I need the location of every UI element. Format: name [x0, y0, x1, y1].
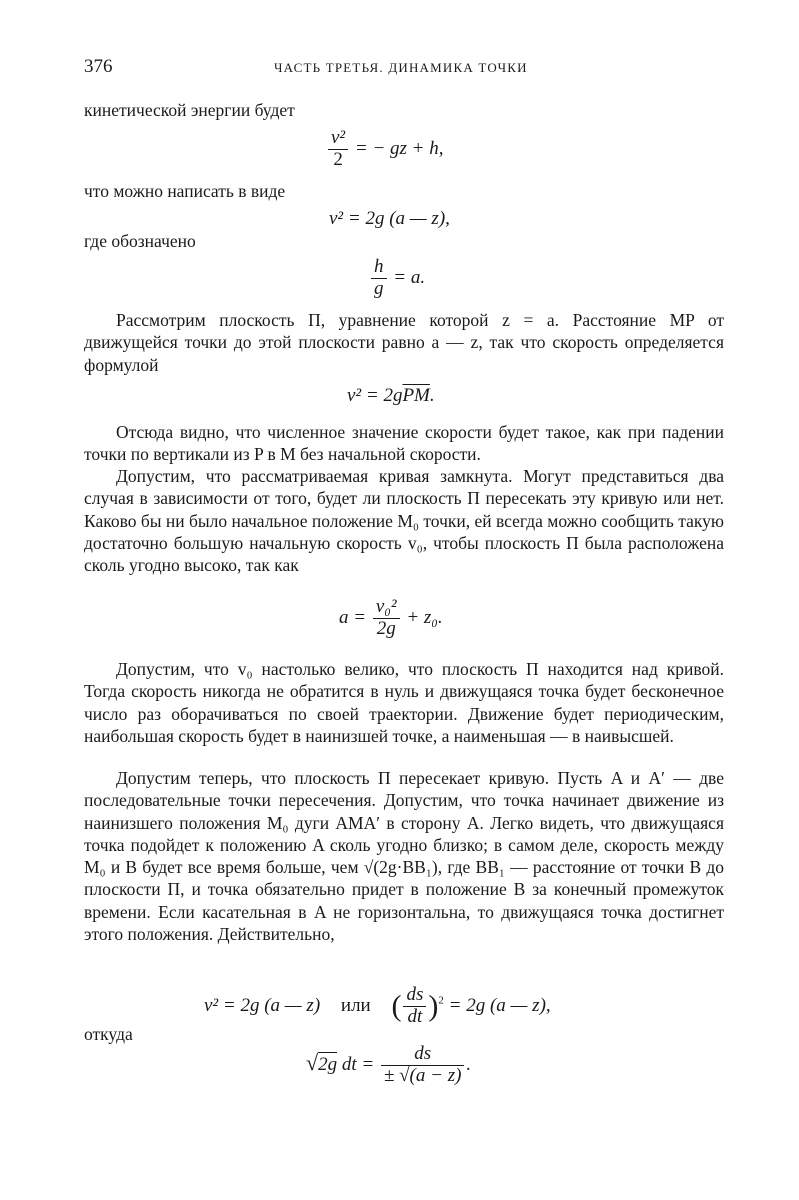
- text-line-can-write: что можно написать в виде: [84, 181, 286, 201]
- fraction-denominator: 2: [333, 148, 343, 170]
- equation-rhs: = a.: [393, 266, 426, 288]
- fraction-numerator: ds: [381, 1044, 464, 1066]
- word-or: или: [340, 994, 371, 1016]
- paragraph-free-fall: Отсюда видно, что численное значение скорости будет такое, как при падении точки по вертикали из P в M без начальной скорости.: [84, 422, 724, 465]
- fraction-numerator: ds: [403, 985, 426, 1007]
- fraction-h-over-g: [371, 257, 387, 300]
- fraction-numerator: v²: [328, 128, 348, 150]
- paragraph-plane-above-curve: Допустим, что v₀ настолько велико, что плоскость П находится над кривой. Тогда скорость никогда не обратится в нуль и движущаяся точка будет бесконечное число раз оборачиваться по своей траектории. Движение будет периодическим, наибольшая скорость будет в наинизшей точке, а наименьшая — в наивысшей.: [84, 659, 724, 746]
- fraction-denominator: g: [374, 277, 384, 299]
- sqrt-sign: √: [306, 1049, 319, 1075]
- page-number: 376: [84, 56, 113, 77]
- text-line-kinetic-energy: кинетической энергии будет: [84, 100, 295, 120]
- paragraph-plane-intersects: Допустим теперь, что плоскость П пересекает кривую. Пусть A и A′ — две последовательные точки пересечения. Допустим, что точка начинает движение из наинизшего положения M₀ дуги AMA′ в сторону A. Легко видеть, что движущаяся точка подойдет к положению A сколь угодно близко; в самом деле, скорость между M₀ и B будет все время больше, чем √(2g·BB₁), где BB₁ — расстояние от точки B до плоскости П, и точка обязательно придет в положение B за конечный промежуток времени. Если касательная в A не горизонтальна, то движущаяся точка достигнет этого положения. Действительно,: [84, 768, 724, 945]
- fraction-numerator: h: [371, 257, 387, 279]
- running-title: ЧАСТЬ ТРЕТЬЯ. ДИНАМИКА ТОЧКИ: [274, 60, 528, 75]
- paragraph-closed-curve: Допустим, что рассматриваемая кривая замкнута. Могут представиться два случая в зависимости от того, будет ли плоскость П пересекать эту кривую или нет. Каково бы ни было начальное положение M₀ точки, ей всегда можно сообщить такую достаточно большую начальную скорость v₀, чтобы плоскость П была расположена сколь угодно высоко, так как: [84, 466, 724, 576]
- fraction-denominator: dt: [407, 1005, 423, 1027]
- text-line-whence: откуда: [84, 1024, 133, 1044]
- fraction-ds-over-sqrt: [381, 1044, 464, 1087]
- paragraph-plane: Рассмотрим плоскость П, уравнение которой z = a. Расстояние MP от движущейся точки до этой плоскости равно a — z, так что скорость определяется формулой: [84, 310, 724, 375]
- fraction-ds-over-dt: [403, 985, 426, 1028]
- page-header: [84, 56, 724, 82]
- fraction-v2-over-2: [328, 128, 348, 171]
- equation-rhs: = − gz + h,: [354, 137, 444, 159]
- fraction-denominator: 2g: [376, 617, 396, 639]
- text-line-denoted: где обозначено: [84, 231, 196, 251]
- overlined-pm: $\overline{PM}$: [402, 385, 430, 406]
- radicand-2g: 2g: [318, 1053, 338, 1075]
- fraction-denominator: ± √(a − z): [383, 1064, 462, 1086]
- book-page: 376 ЧАСТЬ ТРЕТЬЯ. ДИНАМИКА ТОЧКИ кинетической энергии будет $\frac{\text{v²}}{2}$ = − gz + h, что можно написать в виде v² = 2g (a — z), где обозначено $\frac{h}{g}$ = a. Рассмотрим плоскость П, уравнение которой z = a. Расстояние MP от движущейся точки до этой плоскости равно a — z, так что скорость определяется формулой $v^2 = 2g\overline{PM}$. Отсюда видно, что численное значение скорости будет такое, как при падении точки по вертикали из P в M без начальной скорости. Допустим, что рассматриваемая кривая замкнута. Могут представиться два случая в зависимости от того, будет ли плоскость П пересекать эту кривую или нет. Каково бы ни было начальное положение M₀ точки, ей всегда можно сообщить такую достаточно большую начальную скорость v₀, чтобы плоскость П была расположена сколь угодно высоко, так как a = $\frac{\text{v₀²}}{2g}$ + z₀. Допустим, что v₀ настолько велико, что плоскость П находится над кривой. Тогда скорость никогда не обратится в нуль и движущаяся точка будет бесконечное число раз оборачиваться по своей траектории. Движение будет периодическим, наибольшая скорость будет в наинизшей точке, а наименьшая — в наивысшей. Допустим теперь, что плоскость П пересекает кривую. Пусть A и A′ — две последовательные точки пересечения. Допустим, что точка начинает движение из наинизшего положения M₀ дуги AMA′ в сторону A. Легко видеть, что движущаяся точка подойдет к положению A сколь угодно близко; в самом деле, скорость между M₀ и B будет все время больше, чем √(2g·BB₁), где BB₁ — расстояние от точки B до плоскости П, и точка обязательно придет в положение B за конечный промежуток времени. Если касательная в A не горизонтальна, то движущаяся точка достигнет этого положения. Действительно, v² = 2g (a — z) или ( $\frac{ds}{dt}$ )$^2$ = 2g (a — z), откуда √2g dt = $\frac{ds}{\pm √(a - z)}$ .: [84, 56, 724, 1086]
- fraction-numerator: v₀²: [373, 597, 400, 619]
- fraction-v0-squared-over-2g: [373, 597, 400, 640]
